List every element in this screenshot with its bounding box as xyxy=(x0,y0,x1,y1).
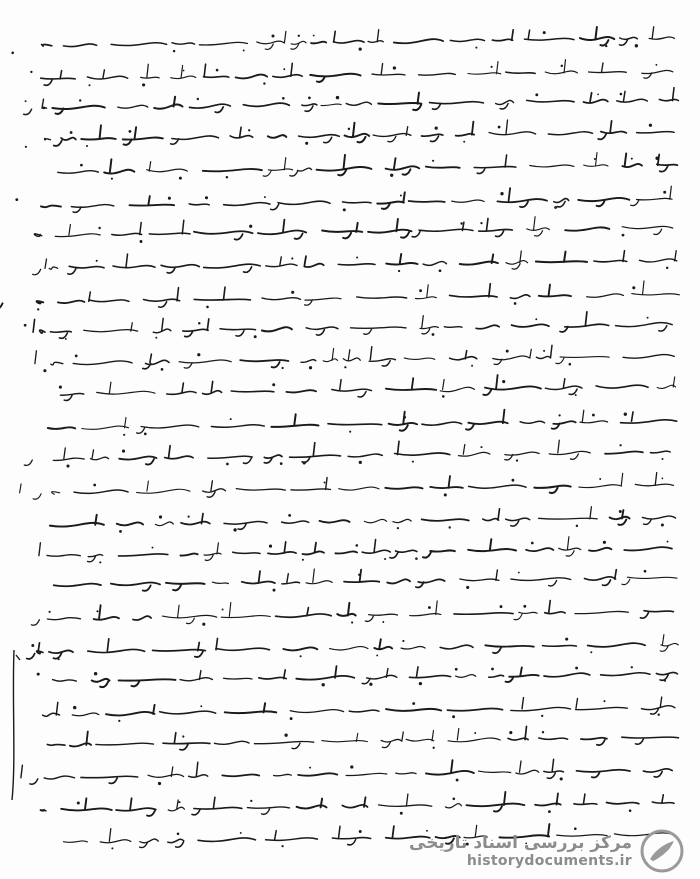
book-pages-icon xyxy=(640,829,684,873)
watermark-url: historydocuments.ir xyxy=(466,853,632,869)
archive-watermark xyxy=(409,829,684,873)
watermark-title: مرکز بررسی اسناد تاریخی xyxy=(409,833,632,853)
